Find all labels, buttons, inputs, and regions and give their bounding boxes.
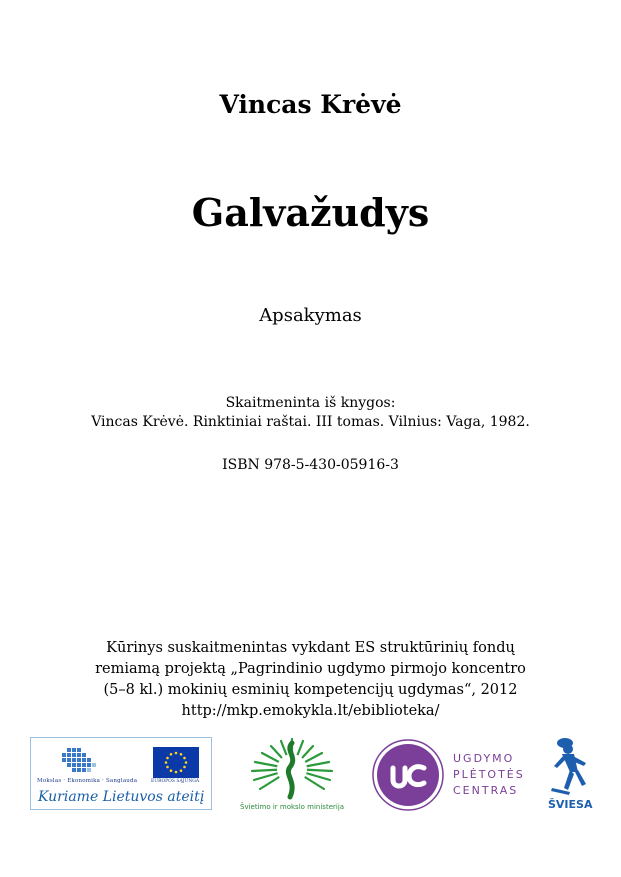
eu-label: EUROPOS SĄJUNGA: [151, 779, 200, 784]
upc-logo: [371, 738, 531, 810]
sviesa-label: ŠVIESA: [548, 798, 593, 811]
upc-emblem-icon: [371, 738, 445, 812]
upc-line-3: CENTRAS: [453, 784, 519, 797]
source-citation: Vincas Krėvė. Rinktiniai raštai. III tomas. Vilnius: Vaga, 1982.: [91, 414, 530, 430]
upc-line-2: PLĖTOTĖS: [453, 768, 525, 781]
sviesa-figure-icon: [548, 736, 592, 796]
genre-subtitle: Apsakymas: [259, 305, 362, 326]
author-name: Vincas Krėvė: [219, 90, 402, 119]
funding-line-3: (5–8 kl.) mokinių esminių kompetencijų ugdymas“, 2012: [103, 682, 518, 698]
funding-line-1: Kūrinys suskaitmenintas vykdant ES struktūrinių fondų: [106, 640, 515, 656]
funding-line-2: remiamą projektą „Pagrindinio ugdymo pirmojo koncentro: [95, 661, 526, 677]
es-slogan: Kuriame Lietuvos ateitį: [38, 789, 205, 805]
lithuania-map-icon: [61, 746, 97, 778]
isbn: ISBN 978-5-430-05916-3: [222, 457, 399, 473]
sviesa-logo: [548, 736, 592, 814]
ministry-emblem-icon: [240, 737, 344, 801]
ministry-label: Švietimo ir mokslo ministerija: [240, 803, 345, 811]
es-motto: Mokslas · Ekonomika · Sanglauda: [37, 778, 138, 784]
eu-flag-icon: [153, 747, 199, 778]
book-title: Galvažudys: [191, 190, 430, 235]
ministry-logo: [240, 737, 344, 815]
source-heading: Skaitmeninta iš knygos:: [225, 395, 396, 411]
es-funds-logo: [30, 737, 212, 810]
upc-line-1: UGDYMO: [453, 752, 515, 765]
project-url-link[interactable]: http://mkp.emokykla.lt/ebiblioteka/: [181, 703, 440, 719]
